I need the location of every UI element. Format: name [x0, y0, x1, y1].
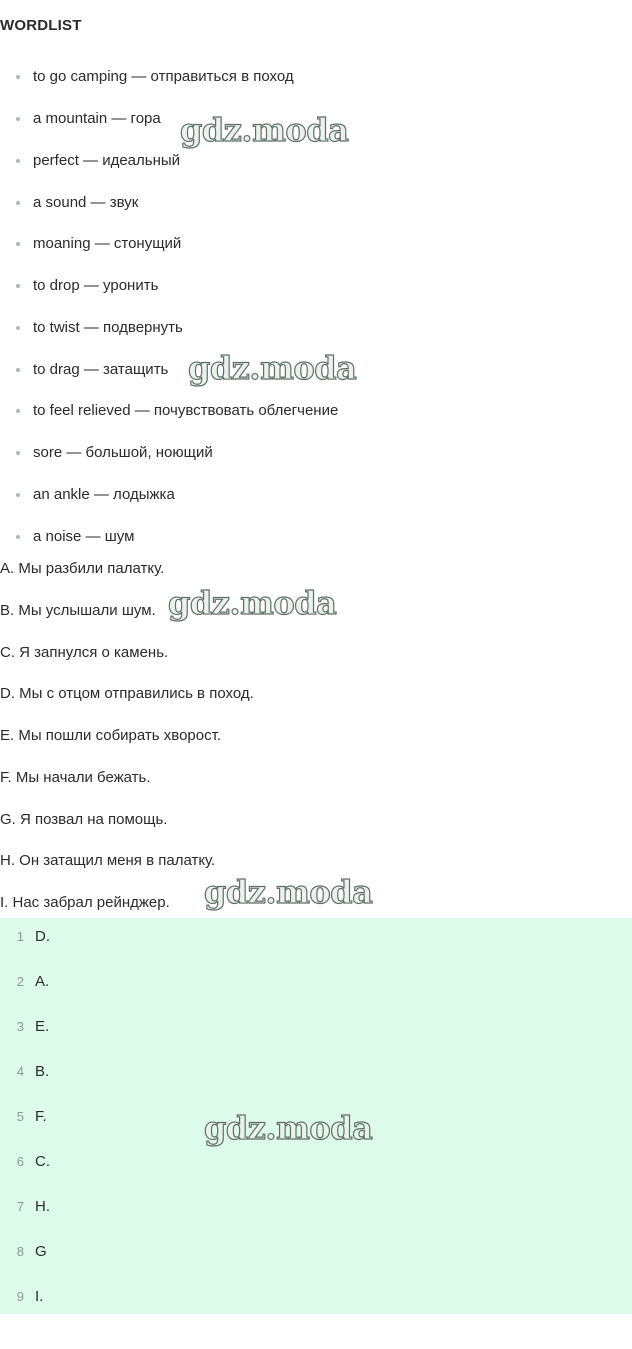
answer-row [0, 1287, 632, 1307]
answer-row [0, 1197, 632, 1217]
bullet-icon [16, 326, 20, 330]
bullet-icon [16, 75, 20, 79]
bullet-icon [16, 409, 20, 413]
list-item: an ankle — лодыжка [33, 485, 175, 505]
answer-number: 4 [16, 1064, 24, 1079]
sentence-item: G. Я позвал на помощь. [0, 811, 168, 828]
sentence-item: A. Мы разбили палатку. [0, 560, 165, 577]
list-item: moaning — стонущий [33, 234, 181, 254]
answer-row [0, 1107, 632, 1127]
list-item: to drop — уронить [33, 276, 158, 296]
sentence-item: C. Я запнулся о камень. [0, 644, 169, 661]
bullet-icon [16, 201, 20, 205]
answer-value: B. [35, 1063, 50, 1080]
answer-row [0, 927, 632, 947]
sentence-item: F. Мы начали бежать. [0, 769, 151, 786]
bullet-icon [16, 242, 20, 246]
answer-number: 9 [16, 1289, 24, 1304]
answer-number: 5 [16, 1109, 24, 1124]
sentence-item: B. Мы услышали шум. [0, 602, 156, 619]
answer-value: I. [35, 1288, 44, 1305]
bullet-icon [16, 535, 20, 539]
list-item: to go camping — отправиться в поход [33, 67, 294, 87]
answer-value: G [35, 1243, 47, 1260]
sentence-item: E. Мы пошли собирать хворост. [0, 727, 221, 744]
list-item: to drag — затащить [33, 360, 168, 380]
watermark: gdz.moda [180, 111, 349, 149]
answer-panel [0, 918, 632, 1314]
answer-row [0, 1017, 632, 1037]
bullet-icon [16, 117, 20, 121]
answer-value: D. [35, 928, 50, 945]
answer-value: F. [35, 1108, 47, 1125]
bullet-icon [16, 159, 20, 163]
answer-row [0, 1242, 632, 1262]
answer-value: A. [35, 973, 50, 990]
bullet-icon [16, 284, 20, 288]
sentence-item: D. Мы с отцом отправились в поход. [0, 685, 254, 702]
answer-value: E. [35, 1018, 50, 1035]
list-item: a sound — звук [33, 193, 138, 213]
list-item: a noise — шум [33, 527, 134, 547]
watermark: gdz.moda [204, 1109, 373, 1147]
bullet-icon [16, 451, 20, 455]
answer-value: C. [35, 1153, 50, 1170]
bullet-icon [16, 368, 20, 372]
sentence-item: H. Он затащил меня в палатку. [0, 852, 216, 869]
answer-row [0, 972, 632, 992]
answer-number: 1 [16, 929, 24, 944]
watermark: gdz.moda [168, 584, 337, 622]
answer-row [0, 1062, 632, 1082]
watermark: gdz.moda [188, 349, 357, 387]
answer-number: 8 [16, 1244, 24, 1259]
answer-number: 3 [16, 1019, 24, 1034]
list-item: to twist — подвернуть [33, 318, 183, 338]
list-item: a mountain — гора [33, 109, 161, 129]
sentence-item: I. Нас забрал рейнджер. [0, 894, 170, 911]
bullet-icon [16, 493, 20, 497]
answer-number: 2 [16, 974, 24, 989]
list-item: to feel relieved — почувствовать облегчение [33, 401, 338, 421]
answer-row [0, 1152, 632, 1172]
list-item: perfect — идеальный [33, 151, 180, 171]
watermark: gdz.moda [204, 873, 373, 911]
answer-value: H. [35, 1198, 50, 1215]
answer-number: 6 [16, 1154, 24, 1169]
wordlist-heading: WORDLIST [0, 17, 82, 34]
list-item: sore — большой, ноющий [33, 443, 213, 463]
answer-number: 7 [16, 1199, 24, 1214]
